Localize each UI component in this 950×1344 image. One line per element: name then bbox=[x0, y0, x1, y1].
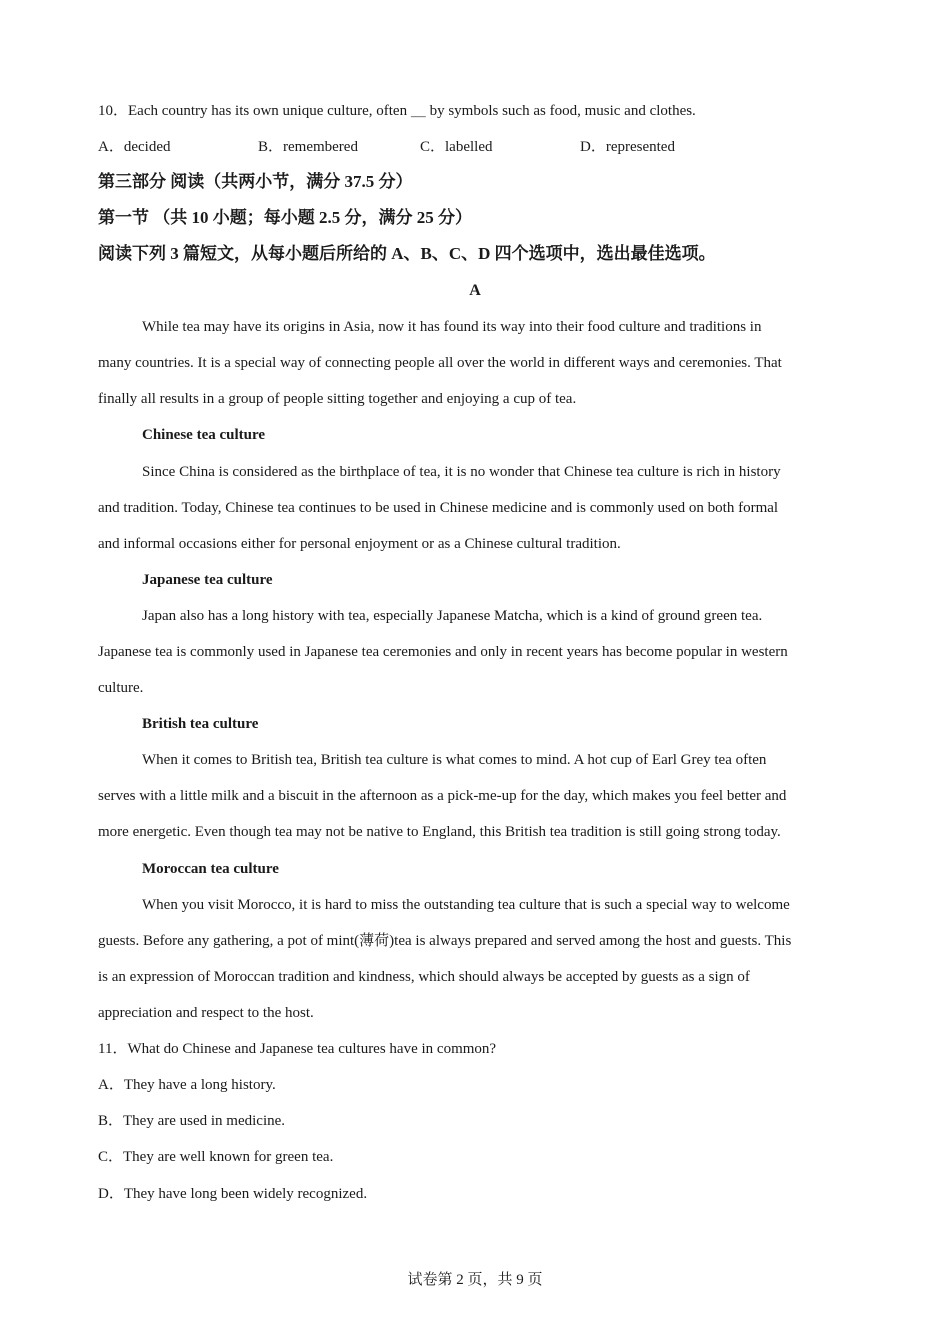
british-line: more energetic. Even though tea may not be native to England, this British tea tradition is still going strong today. bbox=[98, 824, 781, 840]
question-11-option-d: D．They have long been widely recognized. bbox=[98, 1186, 368, 1202]
question-11-option-a: A．They have a long history. bbox=[98, 1077, 276, 1093]
chinese-heading: Chinese tea culture bbox=[142, 427, 266, 443]
question-10-stem: 10．Each country has its own unique culture, often ＿ by symbols such as food, music and clothes. bbox=[98, 103, 696, 119]
moroccan-line: is an expression of Moroccan tradition and kindness, which should always be accepted by guests as a sign of bbox=[98, 969, 750, 985]
question-10-option-b: B．remembered bbox=[258, 139, 358, 155]
question-10-option-c: C．labelled bbox=[420, 139, 493, 155]
intro-line: many countries. It is a special way of connecting people all over the world in different ways and ceremonies. That bbox=[98, 355, 782, 371]
subsection-title: 第一节 （共 10 小题；每小题 2.5 分，满分 25 分） bbox=[98, 208, 472, 227]
page-footer: 试卷第 2 页，共 9 页 bbox=[407, 1272, 543, 1288]
moroccan-heading: Moroccan tea culture bbox=[142, 861, 279, 877]
question-11-stem: 11．What do Chinese and Japanese tea cultures have in common? bbox=[98, 1041, 497, 1057]
japanese-heading: Japanese tea culture bbox=[142, 572, 273, 588]
moroccan-line: When you visit Morocco, it is hard to miss the outstanding tea culture that is such a special way to welcome bbox=[142, 897, 790, 913]
part-title: 第三部分 阅读（共两小节，满分 37.5 分） bbox=[98, 172, 413, 191]
japanese-line: culture. bbox=[98, 680, 144, 696]
chinese-line: Since China is considered as the birthplace of tea, it is no wonder that Chinese tea culture is rich in history bbox=[142, 464, 781, 480]
japanese-line: Japan also has a long history with tea, especially Japanese Matcha, which is a kind of ground green tea. bbox=[142, 608, 763, 624]
chinese-line: and tradition. Today, Chinese tea continues to be used in Chinese medicine and is commonly used on both formal bbox=[98, 500, 779, 516]
japanese-line: Japanese tea is commonly used in Japanese tea ceremonies and only in recent years has become popular in western bbox=[98, 644, 788, 660]
question-10-option-d: D．represented bbox=[580, 139, 675, 155]
section-instruction: 阅读下列 3 篇短文，从每小题后所给的 A、B、C、D 四个选项中，选出最佳选项。 bbox=[98, 244, 716, 263]
moroccan-line: guests. Before any gathering, a pot of mint(薄荷)tea is always prepared and served among the host and guests. This bbox=[98, 933, 792, 949]
chinese-line: and informal occasions either for personal enjoyment or as a Chinese cultural tradition. bbox=[98, 536, 621, 552]
question-11-option-c: C．They are well known for green tea. bbox=[98, 1149, 334, 1165]
moroccan-line: appreciation and respect to the host. bbox=[98, 1005, 314, 1021]
passage-label: A bbox=[469, 282, 481, 299]
question-11-option-b: B．They are used in medicine. bbox=[98, 1113, 286, 1129]
british-heading: British tea culture bbox=[142, 716, 259, 732]
intro-line: While tea may have its origins in Asia, now it has found its way into their food culture and traditions in bbox=[142, 319, 762, 335]
question-10-option-a: A．decided bbox=[98, 139, 171, 155]
british-line: serves with a little milk and a biscuit in the afternoon as a pick-me-up for the day, which makes you feel better and bbox=[98, 788, 787, 804]
intro-line: finally all results in a group of people sitting together and enjoying a cup of tea. bbox=[98, 391, 577, 407]
british-line: When it comes to British tea, British tea culture is what comes to mind. A hot cup of Earl Grey tea often bbox=[142, 752, 767, 768]
